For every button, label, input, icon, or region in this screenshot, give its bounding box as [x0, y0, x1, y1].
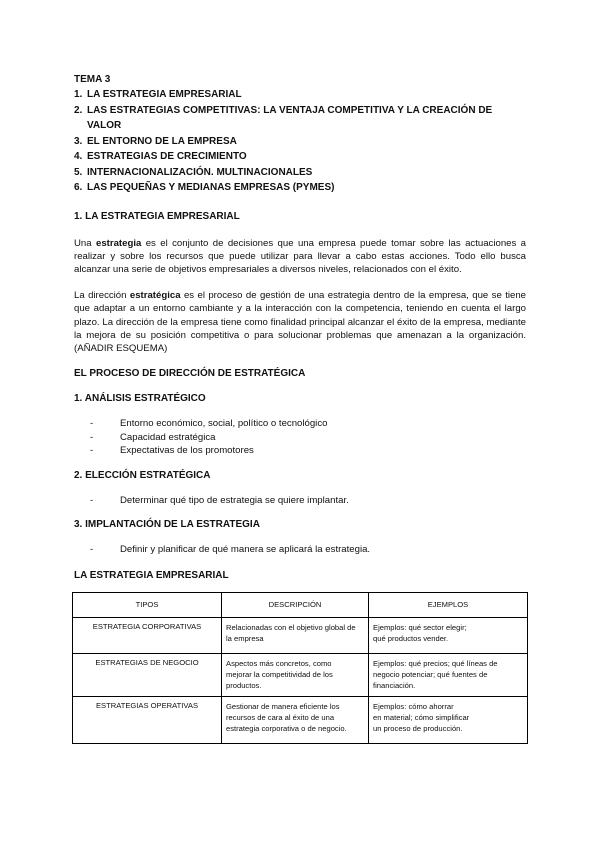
table-heading: LA ESTRATEGIA EMPRESARIAL: [74, 569, 229, 581]
election-list: [74, 494, 526, 508]
table-row: [73, 617, 528, 653]
strategy-table: [72, 592, 528, 744]
paragraph-estrategia: Una estrategia es el conjunto de decisiones que una empresa puede tomar sobre las actuaciones a realizar y sobre los recursos que puede utilizar para llevar a cabo estas acciones. Todo ello busca alcanzar una serie de objetivos empresariales a diversos niveles, relacionados con el éxito.: [74, 237, 527, 275]
analysis-heading: 1. ANÁLISIS ESTRATÉGICO: [74, 393, 206, 405]
table-cell-tipo: ESTRATEGIAS OPERATIVAS: [73, 696, 222, 743]
table-row: [73, 653, 528, 696]
table-header-row: [73, 592, 528, 617]
implementation-list: [74, 543, 526, 557]
column-header: EJEMPLOS: [369, 592, 528, 617]
table-cell-tipo: ESTRATEGIAS DE NEGOCIO: [73, 653, 222, 696]
table-cell-descripcion: Aspectos más concretos, como mejorar la competitividad de los productos.: [222, 653, 369, 696]
table-of-contents: [74, 87, 526, 196]
analysis-list: [74, 417, 526, 458]
toc-item: 6. LAS PEQUEÑAS Y MEDIANAS EMPRESAS (PYMES): [74, 182, 335, 193]
toc-item: 4. ESTRATEGIAS DE CRECIMIENTO: [74, 151, 247, 162]
list-item: - Entorno económico, social, político o tecnológico: [90, 418, 328, 430]
table-cell-ejemplos: Ejemplos: qué precios; qué líneas de negocio potenciar; qué fuentes de financiación.: [369, 653, 528, 696]
toc-item: 3. EL ENTORNO DE LA EMPRESA: [74, 135, 237, 147]
process-heading: EL PROCESO DE DIRECCIÓN DE ESTRATÉGICA: [74, 368, 306, 380]
paragraph-direccion-estrategica: La dirección estratégica es el proceso de gestión de una estrategia dentro de la empresa, que se tiene que adaptar a un entorno cambiante y a la interacción con la competencia, teniendo en cuenta el largo plazo. La dirección de la empresa tiene como finalidad principal alcanzar el éxito de la empresa, mediante la mejora de su posición competitiva o para solucionar problemas que amenazan a la organización. (AÑADIR ESQUEMA): [74, 290, 526, 354]
election-heading: 2. ELECCIÓN ESTRATÉGICA: [74, 469, 211, 481]
list-item: - Capacidad estratégica: [90, 431, 216, 443]
section-heading: 1. LA ESTRATEGIA EMPRESARIAL: [74, 210, 240, 222]
table-cell-descripcion: Gestionar de manera eficiente los recursos de cara al éxito de una estrategia corporativa o de negocio.: [222, 696, 369, 743]
list-item: - Expectativas de los promotores: [90, 445, 254, 457]
list-item: - Definir y planificar de qué manera se aplicará la estrategia.: [90, 544, 371, 556]
topic-title: TEMA 3: [74, 74, 111, 85]
column-header: TIPOS: [73, 592, 222, 617]
toc-item: 5. INTERNACIONALIZACIÓN. MULTINACIONALES: [74, 166, 313, 178]
table-row: [73, 696, 528, 743]
list-item: - Determinar qué tipo de estrategia se quiere implantar.: [90, 494, 349, 506]
table-cell-descripcion: Relacionadas con el objetivo global de la empresa: [222, 617, 369, 653]
table-cell-ejemplos: Ejemplos: qué sector elegir; qué productos vender.: [369, 617, 528, 653]
table-cell-ejemplos: Ejemplos: cómo ahorrar en material; cómo simplificar un proceso de producción.: [369, 696, 528, 743]
toc-item: 2. LAS ESTRATEGIAS COMPETITIVAS: LA VENTAJA COMPETITIVA Y LA CREACIÓN DE VALOR: [74, 104, 493, 131]
column-header: DESCRIPCIÓN: [222, 592, 369, 617]
toc-item: 1. LA ESTRATEGIA EMPRESARIAL: [74, 89, 242, 100]
table-cell-tipo: ESTRATEGIA CORPORATIVAS: [73, 617, 222, 653]
implementation-heading: 3. IMPLANTACIÓN DE LA ESTRATEGIA: [74, 519, 260, 531]
